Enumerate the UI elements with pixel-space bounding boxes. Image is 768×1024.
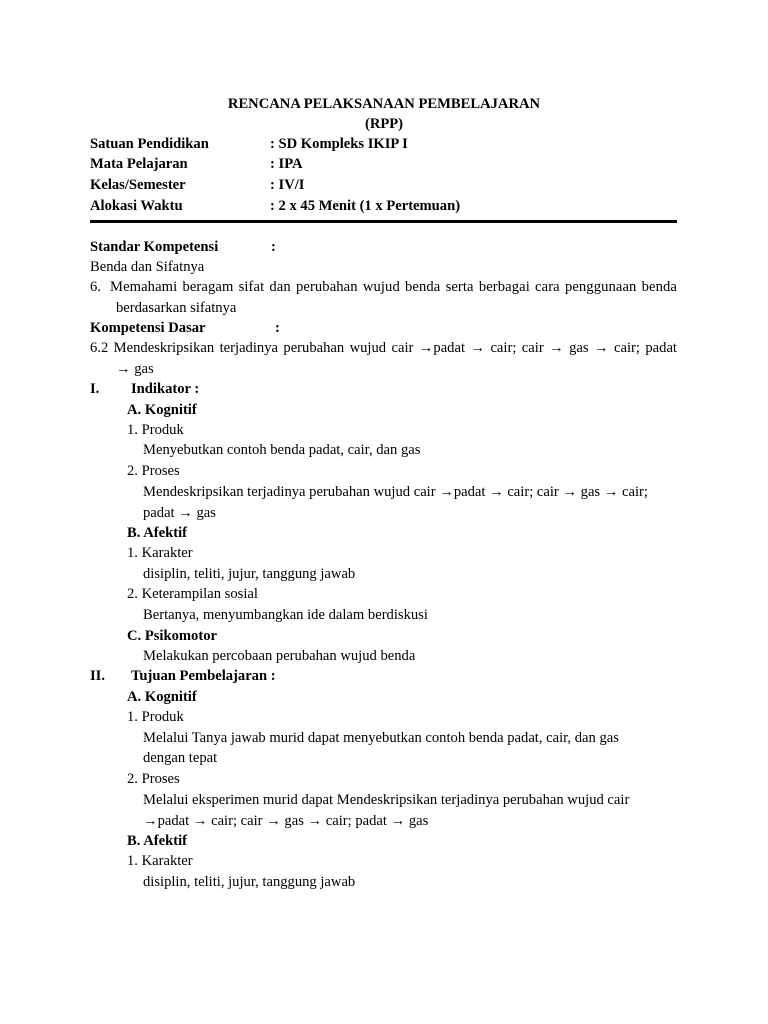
identity-label: Satuan Pendidikan bbox=[90, 136, 209, 152]
identity-label: Mata Pelajaran bbox=[90, 156, 188, 172]
identity-label: Alokasi Waktu bbox=[90, 198, 183, 214]
subsection-heading: C. Psikomotor bbox=[127, 628, 217, 644]
identity-label: Kelas/Semester bbox=[90, 177, 186, 193]
section-title-tujuan: Tujuan Pembelajaran : bbox=[131, 668, 276, 684]
standar-heading: Standar Kompetensi bbox=[90, 239, 219, 255]
header-divider bbox=[90, 220, 677, 223]
list-item-label: 2. Keterampilan sosial bbox=[127, 586, 258, 602]
identity-value: : SD Kompleks IKIP I bbox=[270, 136, 408, 152]
list-item-text-continued: padat → gas bbox=[143, 505, 216, 521]
kompetensi-colon: : bbox=[275, 320, 280, 336]
kompetensi-text: 6.2 Mendeskripsikan terjadinya perubahan wujud cair →padat → cair; cair → gas → cair; padat bbox=[90, 340, 677, 356]
subsection-heading: B. Afektif bbox=[127, 833, 187, 849]
standar-topic: Benda dan Sifatnya bbox=[90, 259, 205, 275]
list-item-text: Melakukan percobaan perubahan wujud benda bbox=[143, 648, 416, 664]
list-item-text-continued: →padat → cair; cair → gas → cair; padat → gas bbox=[143, 813, 429, 829]
subsection-heading: A. Kognitif bbox=[127, 689, 197, 705]
section-numeral: I. bbox=[90, 381, 100, 397]
list-item-label: 2. Proses bbox=[127, 771, 180, 787]
kompetensi-text-continued: → gas bbox=[116, 361, 154, 377]
subsection-heading: A. Kognitif bbox=[127, 402, 197, 418]
identity-value: : 2 x 45 Menit (1 x Pertemuan) bbox=[270, 198, 461, 214]
standar-item-text: Memahami beragam sifat dan perubahan wujud benda serta berbagai cara penggunaan benda bbox=[110, 279, 677, 295]
list-item-text: Bertanya, menyumbangkan ide dalam berdiskusi bbox=[143, 607, 428, 623]
standar-colon: : bbox=[271, 239, 276, 255]
document-subtitle: (RPP) bbox=[364, 116, 404, 132]
list-item-text: disiplin, teliti, jujur, tanggung jawab bbox=[143, 874, 356, 890]
list-item-label: 2. Proses bbox=[127, 463, 180, 479]
list-item-text: Melalui Tanya jawab murid dapat menyebutkan contoh benda padat, cair, dan gas bbox=[143, 730, 619, 746]
list-item-text: disiplin, teliti, jujur, tanggung jawab bbox=[143, 566, 356, 582]
list-item-text: Melalui eksperimen murid dapat Mendeskripsikan terjadinya perubahan wujud cair bbox=[143, 792, 630, 808]
standar-item-number: 6. bbox=[90, 279, 101, 295]
list-item-text-continued: dengan tepat bbox=[143, 750, 218, 766]
list-item-text: Mendeskripsikan terjadinya perubahan wujud cair →padat → cair; cair → gas → cair; bbox=[143, 484, 648, 500]
kompetensi-heading: Kompetensi Dasar bbox=[90, 320, 206, 336]
section-title-indikator: Indikator : bbox=[131, 381, 200, 397]
standar-item-text-continued: berdasarkan sifatnya bbox=[116, 300, 237, 316]
list-item-label: 1. Produk bbox=[127, 709, 184, 725]
list-item-label: 1. Karakter bbox=[127, 545, 193, 561]
identity-value: : IV/I bbox=[270, 177, 305, 193]
identity-value: : IPA bbox=[270, 156, 303, 172]
list-item-label: 1. Karakter bbox=[127, 853, 193, 869]
list-item-label: 1. Produk bbox=[127, 422, 184, 438]
list-item-text: Menyebutkan contoh benda padat, cair, dan gas bbox=[143, 442, 421, 458]
subsection-heading: B. Afektif bbox=[127, 525, 187, 541]
section-numeral: II. bbox=[90, 668, 106, 684]
document-title: RENCANA PELAKSANAAN PEMBELAJARAN bbox=[227, 96, 541, 112]
